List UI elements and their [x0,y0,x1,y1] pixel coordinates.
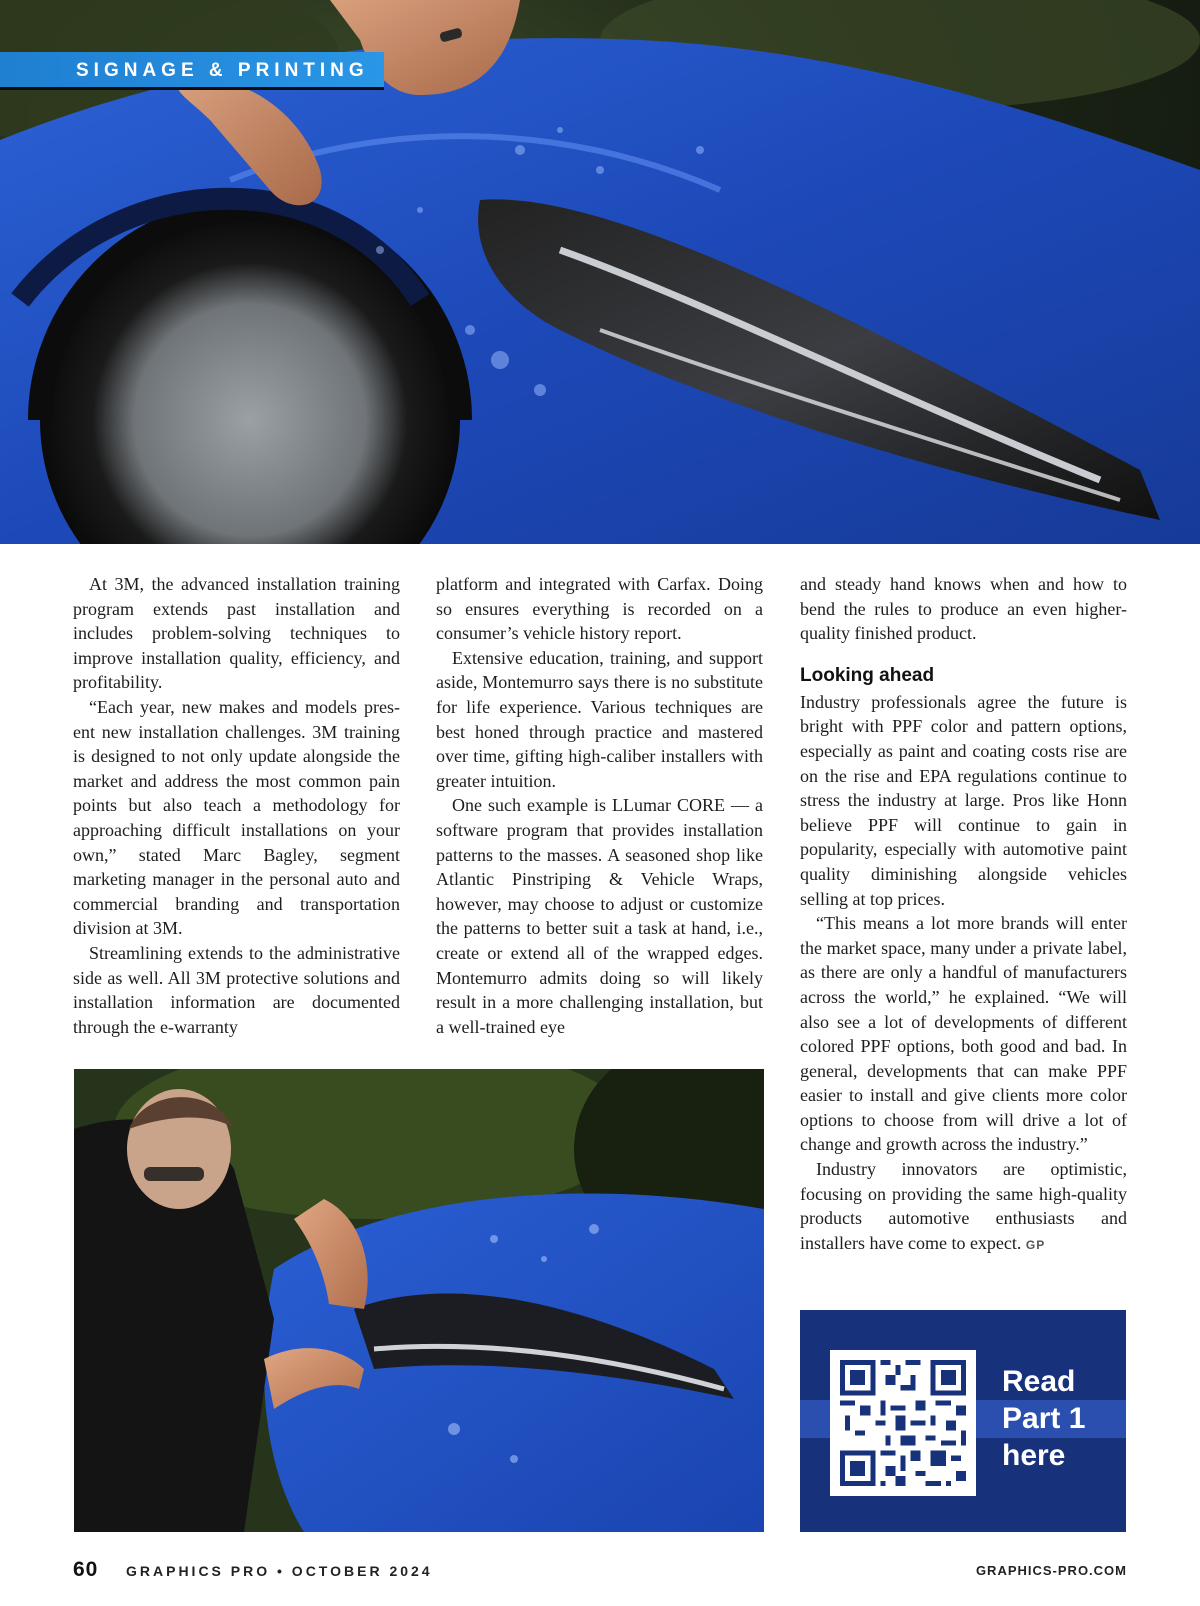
read-part-1-promo[interactable] [800,1310,1126,1532]
paragraph: and steady hand knows when and how to bend the rules to produce an even higher-quality finished product. [800,574,1127,644]
paragraph: platform and integrated with Carfax. Doing so ensures everything is recorded on a consumer’s vehicle history report. [436,574,763,644]
qr-code[interactable] [830,1350,976,1496]
paragraph [800,1157,1127,1257]
article-column-2 [436,572,763,1039]
article-column-3 [800,572,1127,1257]
paragraph: Streamlining extends to the administrative side as well. All 3M protective solutions and installation information are documented through the e-warranty [73,942,400,1037]
promo-line-3: here [1002,1439,1066,1472]
promo-line-1: Read [1002,1365,1076,1398]
promo-line-2: Part 1 [1002,1402,1086,1435]
page-number: 60 [73,1558,99,1581]
paragraph: “This means a lot more brands will enter the market space, many under a private label, as there are only a handful of manufacturers across the world,” he explained. “We will also see a lot of developments of different colored PPF options, both good and bad. In general, developments that can make PPF easier to install and give clients more color options to choose from will drive a lot of change and growth across the industry.” [800,913,1127,1155]
paragraph: Extensive education, training, and support aside, Montemurro says there is no substitute for life experience. Various techniques are best honed through practice and mastered over time, gifting high-caliber installers with greater intuition. [436,647,763,791]
installer-photo [74,1069,764,1532]
publication-line: GRAPHICS PRO • OCTOBER 2024 [126,1563,433,1579]
paragraph: One such example is LLumar CORE — a software program that provides installation patterns to the masses. A seasoned shop like Atlantic Pinstriping & Vehicle Wraps, however, may choose to adjust or customize the patterns to better suit a task at hand, i.e., create or extend all of the wrapped edges. Montemurro admits doing so will likely result in a more challenging installation, but a well-trained eye [436,795,763,1037]
paragraph: At 3M, the advanced installation training program extends past installation and includes problem-solving techniques to improve installation quality, efficiency, and profitability. [73,574,400,693]
installer-illustration [74,1069,764,1532]
qr-code-graphic [830,1350,976,1496]
subhead: Looking ahead [800,664,935,686]
end-mark: GP [1025,1237,1046,1252]
website-link[interactable]: GRAPHICS-PRO.COM [975,1563,1127,1578]
article-column-1 [73,572,400,1039]
section-label: SIGNAGE & PRINTING [0,52,384,90]
paragraph: “Each year, new makes and models present new installation challenges. 3M training is designed to not only update alongside the market and address the most common pain points but also teach a methodology for approaching difficult installations on your own,” stated Marc Bagley, segment marketing manager in the personal auto and commercial branding and transportation division at 3M. [73,696,400,939]
paragraph: Industry professionals agree the future is bright with PPF color and pattern options, especially as paint and coating costs rise are on the rise and EPA regulations continue to stress the industry at large. Pros like Honn believe PPF will continue to gain in popularity, especially with automotive paint quality diminishing alongside vehicles selling at top prices. [800,691,1127,909]
promo-text[interactable] [1002,1363,1122,1474]
closing-text: Industry innovators are optimistic, focusing on providing the same high-quality products automotive enthusiasts and installers have come to expect. [800,1159,1127,1253]
